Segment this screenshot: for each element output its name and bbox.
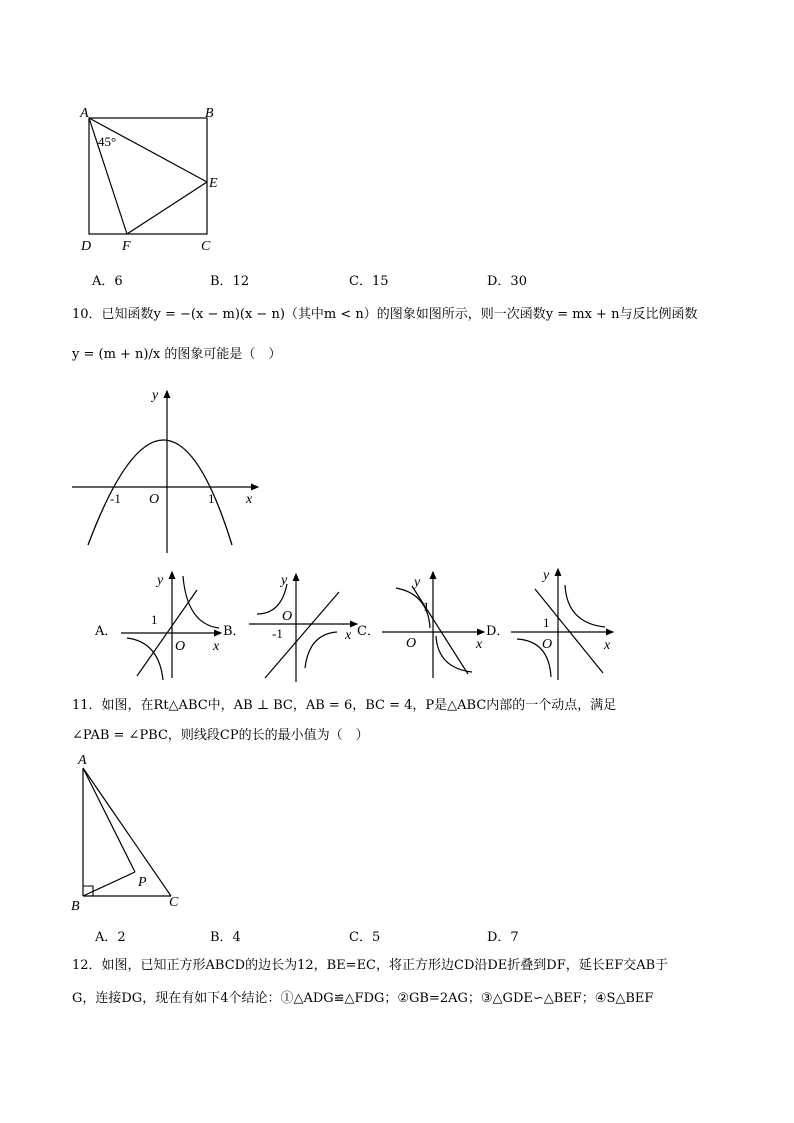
label-d: D: [81, 239, 92, 254]
q10-option-c-letter: C．: [357, 624, 380, 639]
triangle-label-b: B: [71, 899, 80, 914]
q11-option-d: D．7: [487, 930, 519, 945]
parabola-x: x: [246, 492, 253, 507]
triangle-label-a: A: [78, 753, 87, 768]
q9-option-b: B．12: [210, 274, 250, 289]
q10-line2: y = (m + n)/x 的图象可能是（ ）: [72, 347, 282, 362]
parabola-pos1: 1: [208, 491, 215, 506]
q9-option-a: A．6: [92, 274, 123, 289]
q10-option-d-letter: D．: [486, 624, 510, 639]
graph-c-one: 1: [423, 599, 430, 614]
graph-d-o: O: [542, 637, 553, 652]
q12-line2: G，连接DG，现在有如下4个结论：①△ADG≌△FDG；②GB=2AG；③△GDE∽△BEF；④S△BEF: [72, 991, 654, 1006]
graph-b-x: x: [345, 628, 352, 643]
graph-d: [505, 565, 620, 685]
q11-line1: 11．如图，在Rt△ABC中，AB ⊥ BC，AB = 6，BC = 4，P是△ABC内部的一个动点，满足: [72, 698, 617, 713]
graph-a: [115, 568, 230, 683]
label-f: F: [122, 239, 131, 254]
graph-c: [378, 568, 493, 683]
q10-option-a-letter: A．: [95, 624, 118, 639]
label-e: E: [209, 176, 218, 191]
graph-b-o: O: [282, 609, 293, 624]
square-figure: [75, 100, 235, 260]
q12-line1: 12．如图，已知正方形ABCD的边长为12，BE=EC，将正方形边CD沿DE折叠到DF，延长EF交AB于: [72, 958, 669, 973]
parabola-graph: [70, 385, 270, 560]
label-a: A: [80, 106, 89, 121]
q9-option-c: C．15: [349, 274, 389, 289]
graph-d-x: x: [604, 638, 611, 653]
graph-d-y: y: [543, 568, 550, 583]
q11-option-b: B．4: [210, 930, 241, 945]
q11-option-c: C．5: [349, 930, 381, 945]
label-b: B: [205, 106, 214, 121]
q10-line1: 10．已知函数y = −(x − m)(x − n)（其中m < n）的图象如图所示，则一次函数y = mx + n与反比例函数: [72, 307, 698, 322]
graph-b: [245, 570, 360, 685]
q9-option-d: D．30: [487, 274, 527, 289]
q11-option-a: A．2: [95, 930, 126, 945]
graph-c-y: y: [414, 575, 421, 590]
parabola-y: y: [152, 388, 159, 403]
q11-line2: ∠PAB = ∠PBC，则线段CP的长的最小值为（ ）: [72, 728, 369, 743]
triangle-figure: [65, 750, 195, 915]
q10-option-b-letter: B．: [223, 624, 246, 639]
graph-a-one: 1: [151, 612, 158, 627]
parabola-o: O: [149, 492, 160, 507]
graph-d-one: 1: [543, 615, 550, 630]
triangle-label-p: P: [138, 875, 147, 890]
graph-b-y: y: [281, 573, 288, 588]
graph-b-neg1: -1: [272, 626, 283, 641]
parabola-neg1: -1: [110, 491, 121, 506]
graph-a-y: y: [157, 573, 164, 588]
graph-c-o: O: [406, 636, 417, 651]
graph-a-x: x: [213, 639, 220, 654]
graph-a-o: O: [175, 639, 186, 654]
angle-label: 45°: [98, 134, 117, 149]
triangle-label-c: C: [169, 895, 179, 910]
label-c: C: [201, 239, 211, 254]
graph-c-x: x: [476, 637, 483, 652]
